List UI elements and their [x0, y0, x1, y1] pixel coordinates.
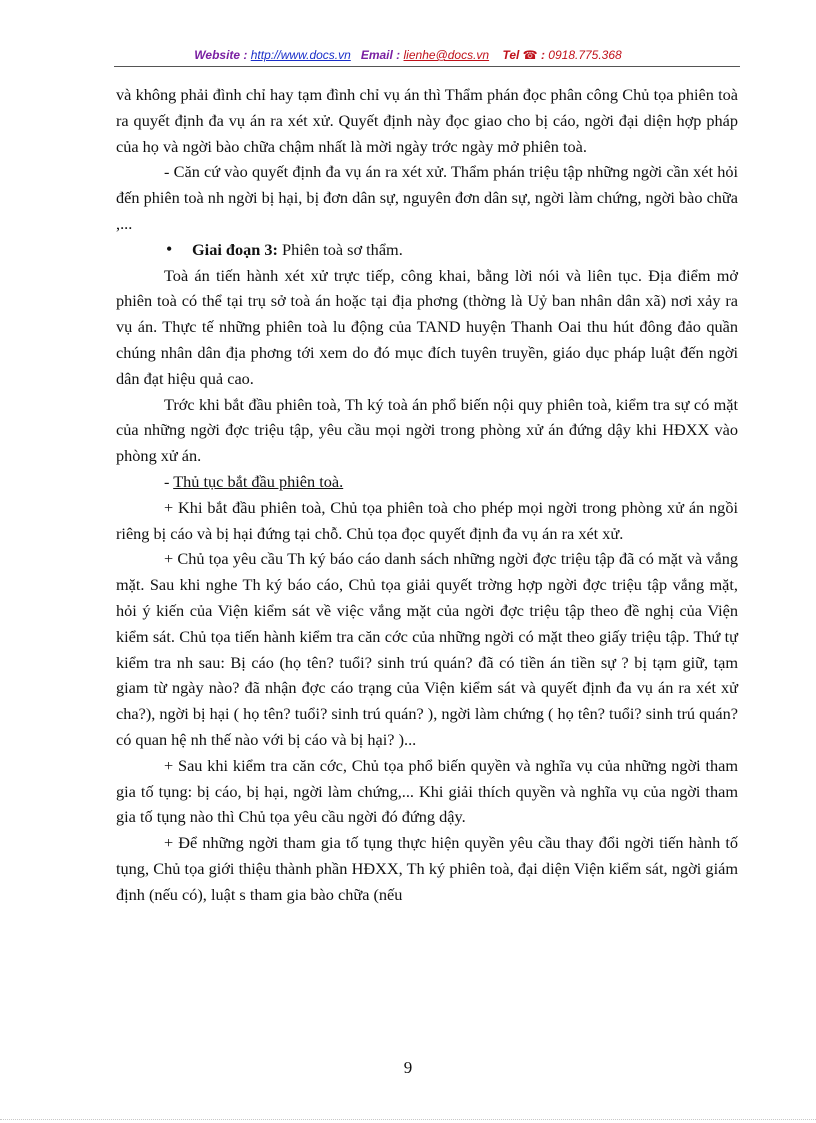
page-header	[0, 48, 816, 62]
page-number: 9	[403, 1058, 413, 1077]
tel-value: 0918.775.368	[548, 48, 622, 62]
paragraph: - Căn cứ vào quyết định đa vụ án ra xét xử. Thẩm phán triệu tập những ngời cần xét hỏi đến phiên toà nh ngời bị hại, bị đơn dân sự, nguyên đơn dân sự, ngời làm chứng, ngời bào chữa ,...	[116, 162, 738, 233]
paragraph: + Chủ tọa yêu cầu Th ký báo cáo danh sách những ngời đợc triệu tập đã có mặt và vắng mặt. Sau khi nghe Th ký báo cáo, Chủ tọa giải quyết trờng hợp ngời đợc triệu tập vắng mặt, hỏi ý kiến của Viện kiểm sát về việc vắng mặt của ngời đợc triệu tập theo đề nghị của Viện kiểm sát. Chủ tọa tiến hành kiểm tra căn cớc của những ngời có mặt theo giấy triệu tập. Thứ tự kiểm tra nh sau: Bị cáo (họ tên? tuổi? sinh trú quán? đã có tiền án tiền sự ? bị tạm giữ, tạm giam từ ngày nào? đã nhận đợc cáo trạng của Viện kiểm sát và quyết định đa vụ án ra xét xử cha?), ngời bị hại ( họ tên? tuổi? sinh trú quán? ), ngời làm chứng ( họ tên? tuổi? sinh trú quán? có quan hệ nh thế nào với bị cáo và bị hại? )...	[116, 549, 738, 749]
procedure-title: Thủ tục bắt đầu phiên toà.	[173, 471, 344, 491]
paragraph: + Khi bắt đầu phiên toà, Chủ tọa phiên toà cho phép mọi ngời trong phòng xử án ngồi riêng bị cáo và bị hại đứng tại chỗ. Chủ tọa đọc quyết định đa vụ án ra xét xử.	[116, 497, 738, 543]
website-label: Website :	[194, 48, 248, 62]
bullet-icon: •	[166, 238, 173, 259]
stage-text: Phiên toà sơ thẩm.	[277, 239, 403, 259]
stage-title: Giai đoạn 3:	[192, 239, 278, 259]
page-bottom-divider	[0, 1119, 816, 1120]
stage-heading	[116, 237, 738, 263]
procedure-dash: -	[164, 471, 174, 491]
website-link[interactable]: http://www.docs.vn	[250, 48, 351, 62]
paragraph: + Để những ngời tham gia tố tụng thực hiện quyền yêu cầu thay đổi ngời tiến hành tố tụng, Chủ tọa giới thiệu thành phần HĐXX, Th ký phiên toà, đại diện Viện kiểm sát, ngời giám định (nếu có), luật s tham gia bào chữa (nếu	[116, 833, 738, 904]
paragraph: và không phải đình chỉ hay tạm đình chỉ vụ án thì Thẩm phán đọc phân công Chủ tọa phiên toà ra quyết định đa vụ án ra xét xử. Quyết định này đọc giao cho bị cáo, ngời đại diện hợp pháp của họ và ngời bào chữa chậm nhất là mời ngày trớc ngày mở phiên toà.	[116, 85, 738, 156]
header-divider	[114, 66, 740, 67]
email-link[interactable]: lienhe@docs.vn	[403, 48, 490, 62]
tel-label: Tel ☎ :	[502, 48, 545, 62]
paragraph: + Sau khi kiểm tra căn cớc, Chủ tọa phổ biến quyền và nghĩa vụ của những ngời tham gia tố tụng: bị cáo, bị hại, ngời làm chứng,... Khi giải thích quyền và nghĩa vụ của ngời tham gia tố tụng nào thì Chủ tọa yêu cầu ngời đó đứng dậy.	[116, 755, 738, 827]
paragraph: Trớc khi bắt đầu phiên toà, Th ký toà án phổ biến nội quy phiên toà, kiểm tra sự có mặt của những ngời đợc triệu tập, yêu cầu mọi ngời trong phòng xử án đứng dậy khi HĐXX vào phòng xử án.	[116, 394, 738, 466]
email-label: Email :	[360, 48, 401, 62]
paragraph: Toà án tiến hành xét xử trực tiếp, công khai, bằng lời nói và liên tục. Địa điểm mở phiên toà có thể tại trụ sở toà án hoặc tại địa phơng (thờng là Uỷ ban nhân dân xã) nơi xảy ra vụ án. Thực tế những phiên toà lu động của TAND huyện Thanh Oai thu hút đông đảo quần chúng nhân dân địa phơng tới xem do đó mục đích tuyên truyền, giáo dục pháp luật đến ngời dân đạt hiệu quả cao.	[116, 265, 738, 388]
procedure-heading	[116, 469, 738, 495]
document-body	[116, 82, 738, 908]
